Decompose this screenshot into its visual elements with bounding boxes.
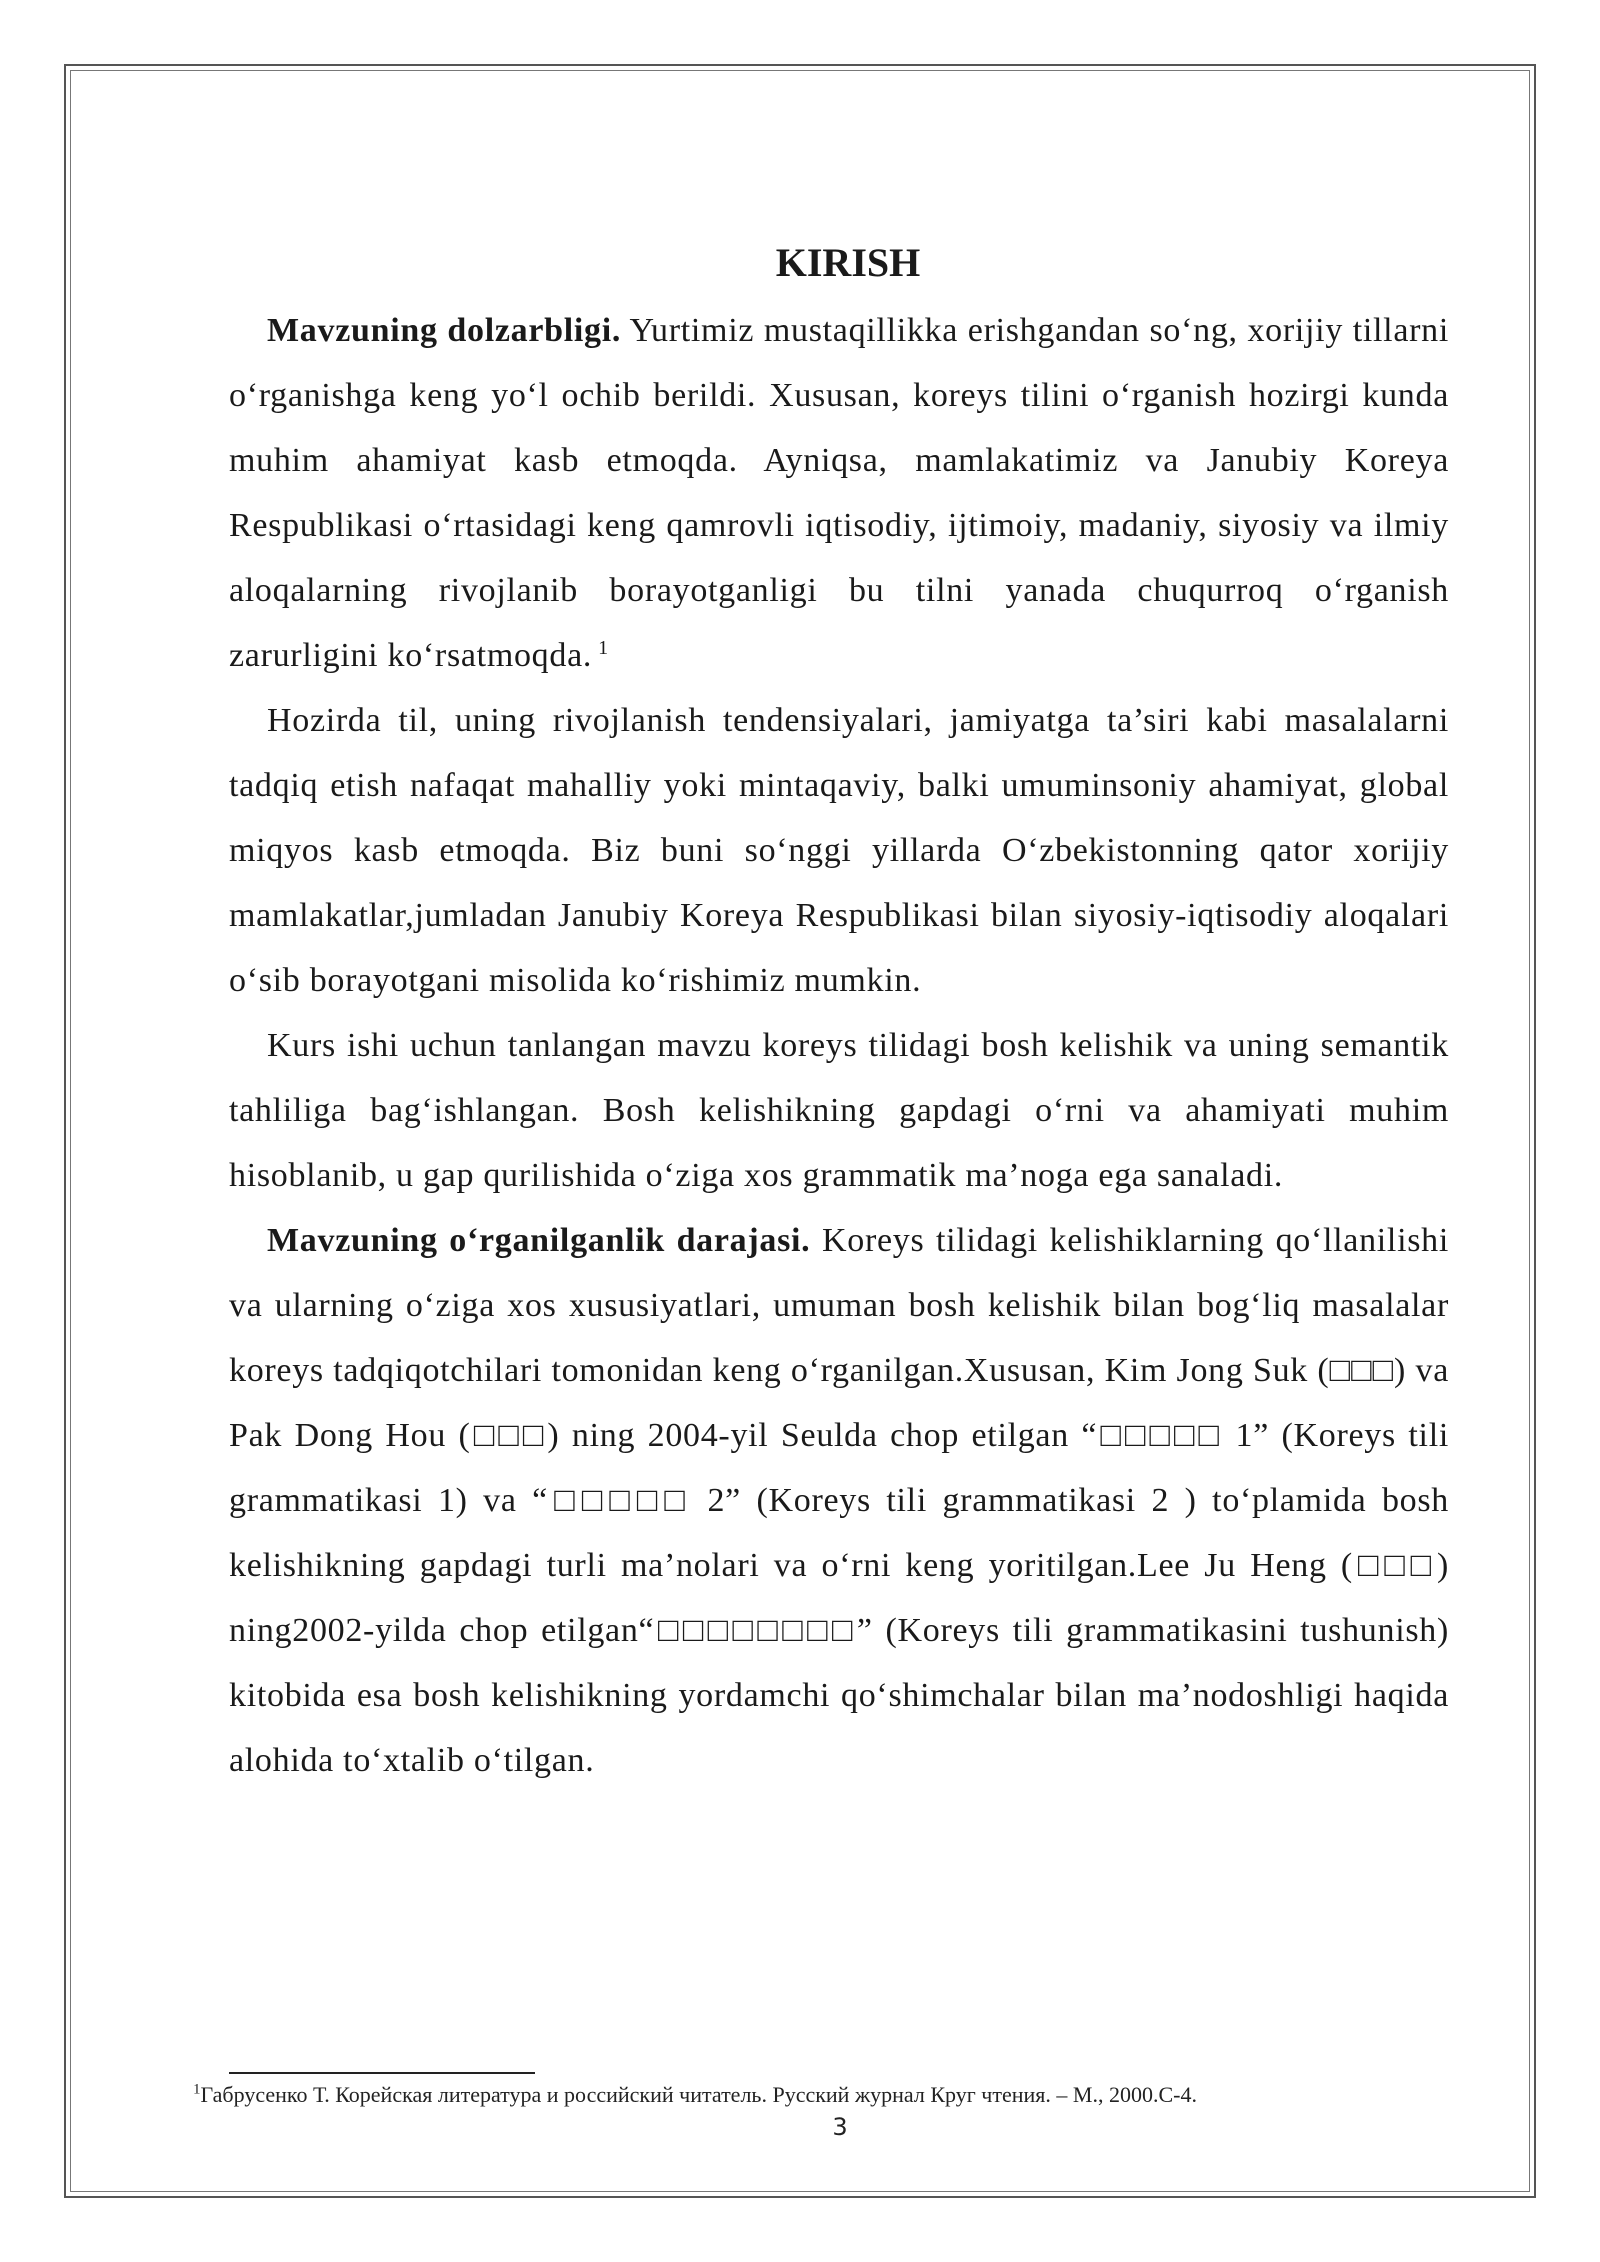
paragraph-text-context: Hozirda til, uning rivojlanish tendensiyalari, jamiyatga ta’siri kabi masalalarni tadqiq etish nafaqat mahalliy yoki mintaqaviy, balki umuminsoniy ahamiyat, global miqyos kasb etmoqda. Biz buni so‘nggi yillarda O‘zbekistonning qator xorijiy mamlakatlar,jumladan Janubiy Koreya Respublikasi bilan siyosiy-iqtisodiy aloqalari o‘sib borayotgani misolida ko‘rishimiz mumkin. [229,702,1449,999]
paragraph-lead-study-level: Mavzuning o‘rganilganlik darajasi. [267,1222,811,1259]
paragraph-context [229,688,1449,1013]
footnote-separator [229,2072,535,2074]
document-body [229,228,1449,1793]
footnote-text: Габрусенко Т. Корейская литература и российский читатель. Русский журнал Круг чтения. – М., 2000.С-4. [200,2082,1197,2107]
paragraph-text-topic: Kurs ishi uchun tanlangan mavzu koreys tilidagi bosh kelishik va uning semantik tahliliga bag‘ishlangan. Bosh kelishikning gapdagi o‘rni va ahamiyati muhim hisoblanib, u gap qurilishida o‘ziga xos grammatik ma’noga ega sanaladi. [229,1027,1449,1194]
footnote-marker: 1 [193,2081,201,2098]
page-number: 3 [832,2113,848,2141]
footnote-reference[interactable]: 1 [598,636,609,659]
paragraph-lead-relevance: Mavzuning dolzarbligi. [267,312,622,349]
footnote [193,2080,1443,2110]
paragraph-topic [229,1013,1449,1208]
paragraph-study-level [229,1208,1449,1793]
paragraph-text-relevance: Yurtimiz mustaqillikka erishgandan so‘ng, xorijiy tillarni o‘rganishga keng yo‘l ochib berildi. Xususan, koreys tilini o‘rganish hozirgi kunda muhim ahamiyat kasb etmoqda. Ayniqsa, mamlakatimiz va Janubiy Koreya Respublikasi o‘rtasidagi keng qamrovli iqtisodiy, ijtimoiy, madaniy, siyosiy va ilmiy aloqalarning rivojlanib borayotganligi bu tilni yanada chuqurroq o‘rganish zarurligini ko‘rsatmoqda. [229,312,1449,674]
paragraph-text-study-level: Koreys tilidagi kelishiklarning qo‘llanilishi va ularning o‘ziga xos xususiyatlari, umuman bosh kelishik bilan bog‘liq masalalar koreys tadqiqotchilari tomonidan keng o‘rganilgan.Xususan, Kim Jong Suk (□□□) va Pak Dong Hou (□□□) ning 2004-yil Seulda chop etilgan “□□□□□ 1” (Koreys tili grammatikasi 1) va “□□□□□ 2” (Koreys tili grammatikasi 2 ) to‘plamida bosh kelishikning gapdagi turli ma’nolari va o‘rni keng yoritilgan.Lee Ju Heng (□□□) ning2002-yilda chop etilgan“□□□□□□□□” (Koreys tili grammatikasini tushunish) kitobida esa bosh kelishikning yordamchi qo‘shimchalar bilan ma’nodoshligi haqida alohida to‘xtalib o‘tilgan. [229,1222,1450,1779]
section-title: KIRISH [775,240,921,285]
paragraph-relevance [229,298,1449,688]
